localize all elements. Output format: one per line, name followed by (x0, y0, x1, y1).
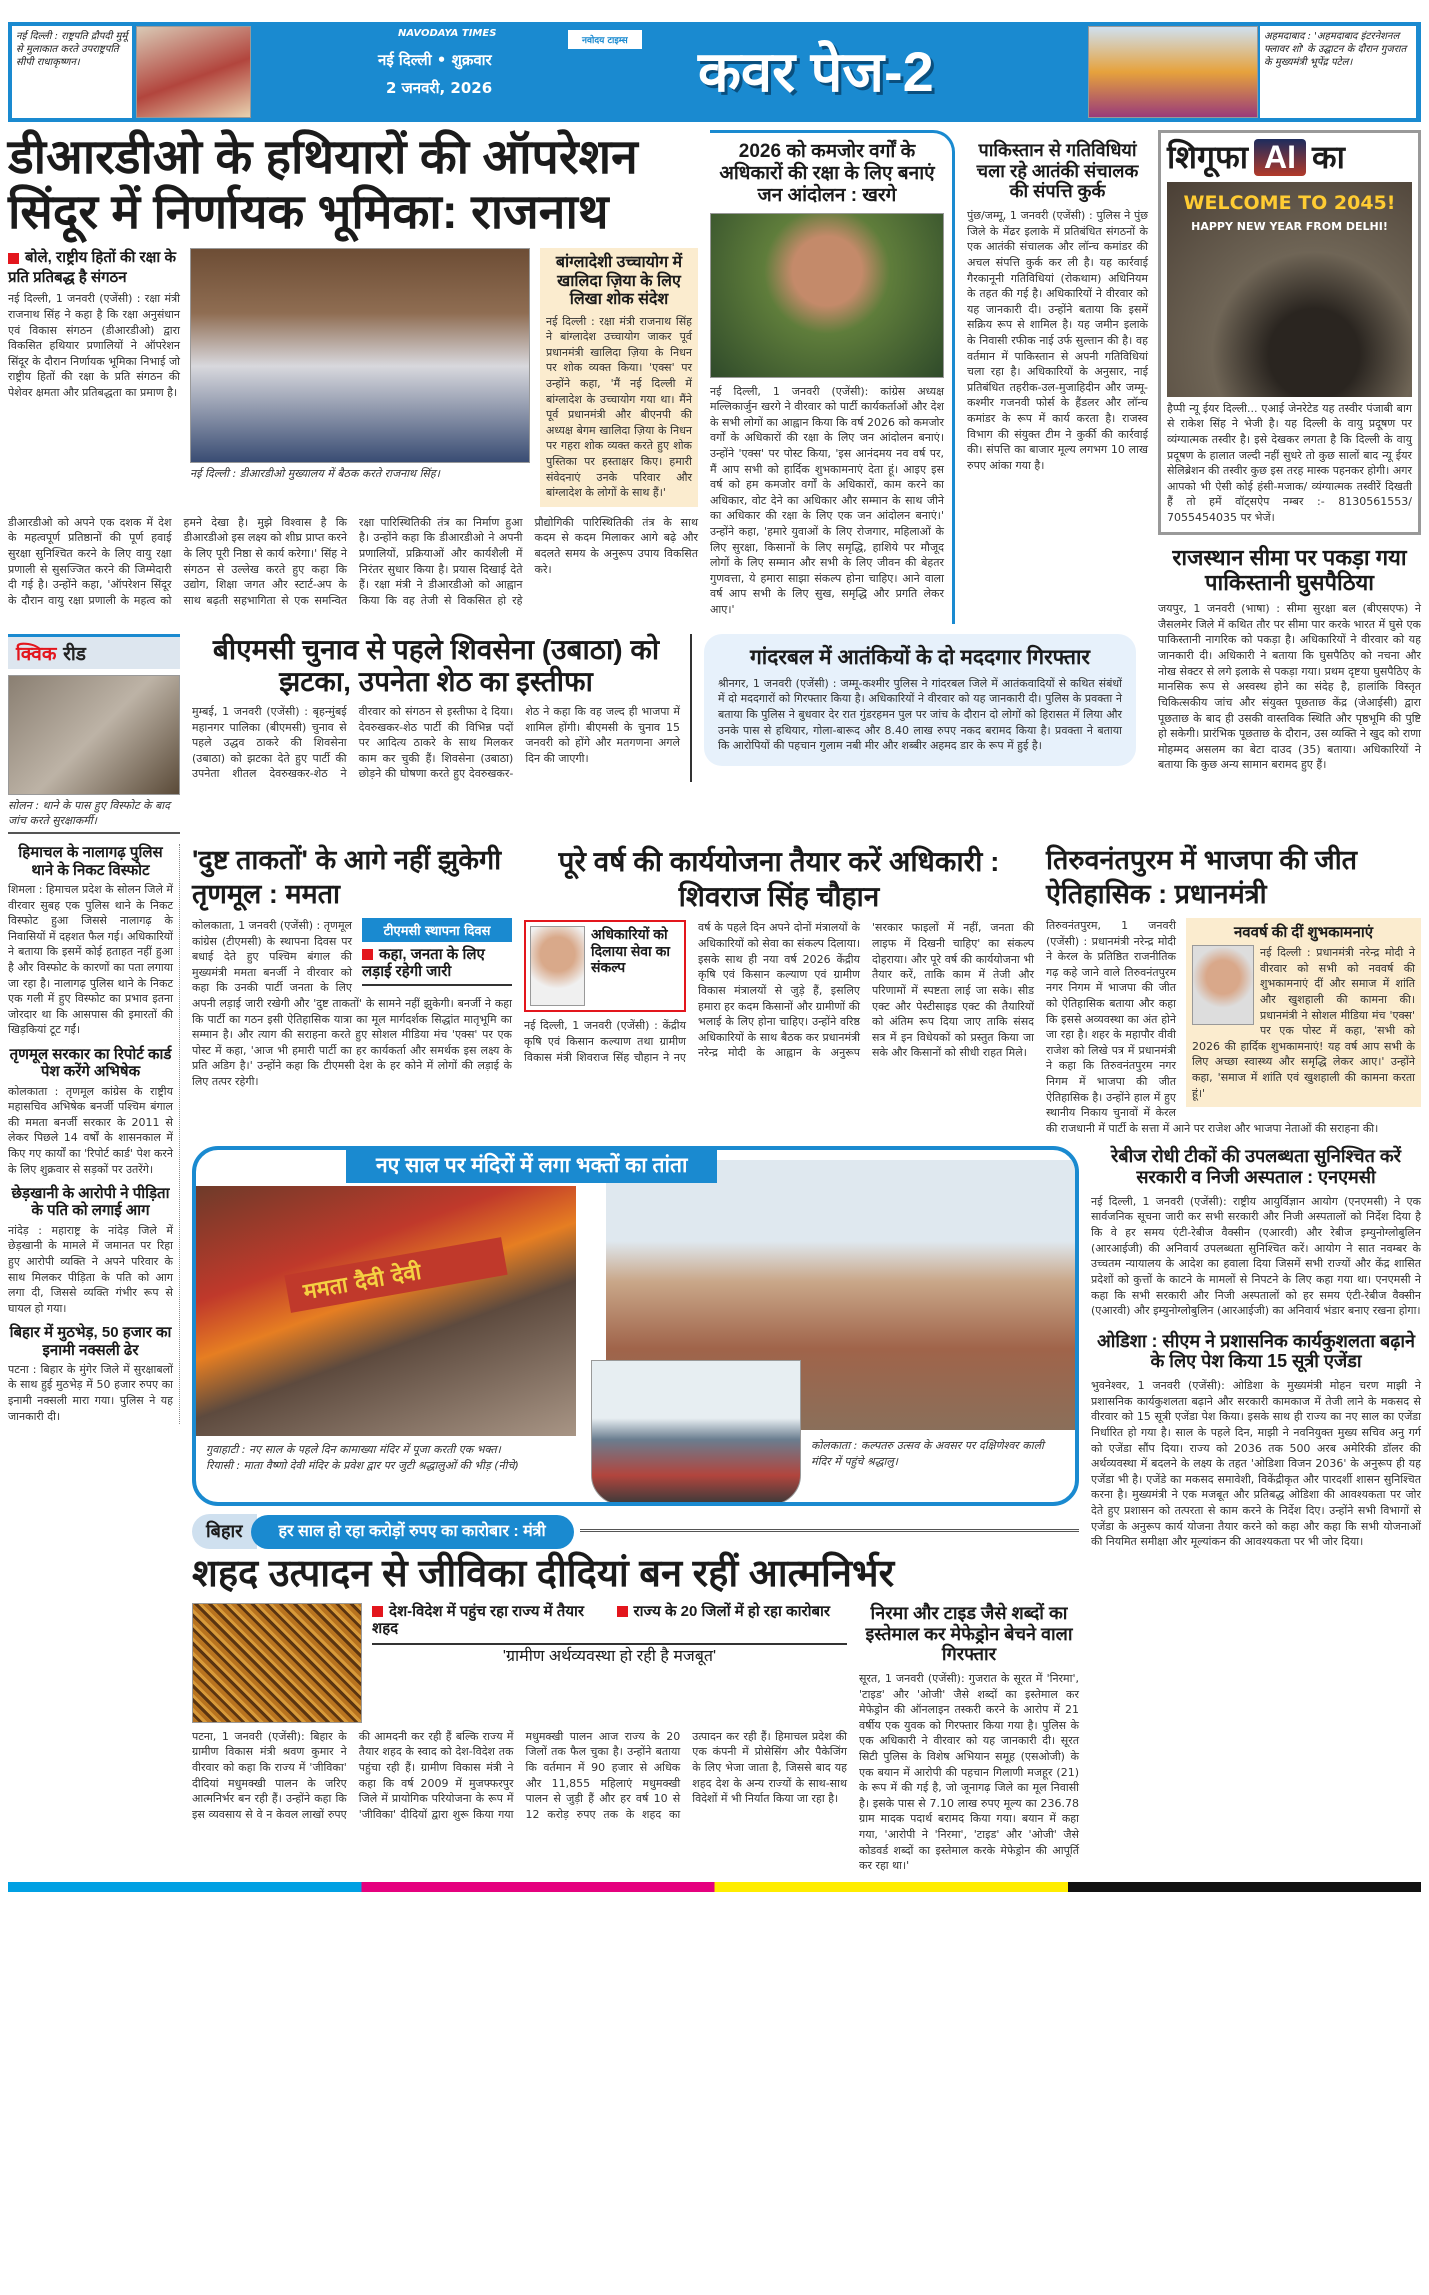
honey-nirma-row (192, 1603, 1079, 1874)
quick-read-label: क्विक रीड (8, 634, 180, 669)
lower-right (1091, 1146, 1421, 1549)
honey-rule (372, 1643, 847, 1645)
nirma-body: सूरत, 1 जनवरी (एजेंसी): गुजरात के सूरत में 'निरमा', 'टाइड' और 'ओजी' जैसे शब्दों का इस्तेमाल कर मेफेड्रोन की ऑनलाइन तस्करी करने के आरोप में 21 वर्षीय एक युवक को गिरफ्तार किया गया है। पुलिस के एक अधिकारी ने वीरवार को यह जानकारी दी। सूरत सिटी पुलिस के विशेष अभियान समूह (एसओजी) के एक बयान में आरोपी की पहचान गिलाणी मजहूर (21) के रूप में की गई है, जो जूनागढ़ जिले का मूल निवासी है। इसके पास से 7.10 लाख रुपए मूल्य का 236.78 ग्राम मादक पदार्थ बरामद किया गया। बयान में कहा गया, 'आरोपी ने 'निरमा', 'टाइड' और 'ओजी' जैसे कोडवर्ड शब्दों का इस्तेमाल करके मेफेड्रोन की आपूर्ति कर रहा था।' (859, 1671, 1079, 1873)
poster-line-2: HAPPY NEW YEAR FROM DELHI! (1191, 219, 1388, 233)
masthead-left-caption: नई दिल्ली : राष्ट्रपति द्रौपदी मुर्मू से मुलाकात करते उपराष्ट्रपति सीपी राधाकृष्णन। (12, 26, 132, 118)
honey-highlights (372, 1603, 847, 1667)
lead-subhead: बोले, राष्ट्रीय हितों की रक्षा के प्रति प्रतिबद्ध है संगठन (8, 249, 176, 286)
shivraj-headline: पूरे वर्ष की कार्ययोजना तैयार करें अधिकारी : शिवराज सिंह चौहान (558, 846, 1000, 913)
honey-bullet-2: राज्य के 20 जिलों में हो रहा कारोबार (617, 1603, 848, 1638)
ai-title-b: का (1312, 139, 1345, 175)
lead-subrow (8, 248, 698, 506)
bangladesh-headline: बांग्लादेशी उच्चायोग में खालिदा ज़िया के लिए लिखा शोक संदेश (555, 254, 683, 309)
trivandrum-content (1046, 918, 1421, 1137)
mamata-side (362, 918, 512, 987)
lower-left (192, 1146, 1079, 1873)
honey-bullets (372, 1603, 847, 1638)
kharge-story (710, 130, 955, 624)
pm-greetings-box (1186, 918, 1421, 1107)
mamata-content (192, 918, 512, 1090)
trivandrum-headline: तिरुवनंतपुरम में भाजपा की जीत ऐतिहासिक : प्रधानमंत्री (1046, 845, 1358, 910)
kharge-photo (710, 213, 944, 378)
mamata-story (192, 844, 512, 1089)
mamata-body: कोलकाता, 1 जनवरी (एजेंसी) : तृणमूल कांग्रेस (टीएमसी) के स्थापना दिवस पर बधाई देते हुए पश्चिम बंगाल की मुख्यमंत्री ममता बनर्जी ने वीरवार को कहा कि उनकी पार्टी जनता के लिए अपनी लड़ाई जारी रखेगी और 'दुष्ट ताकतों' के सामने नहीं झुकेगी। बनर्जी ने कहा कि पार्टी का गठन इसी ऐतिहासिक यात्रा का मूल मार्गदर्शक सिद्धांत मातृभूमि का सम्मान है। और त्याग की सराहना करते हुए सोशल मीडिया मंच 'एक्स' पर एक पोस्ट में कहा, 'आज भी हमारी पार्टी का हर कार्यकर्ता और समर्थक इस लक्ष्य के प्रति अडिग है।' उन्होंने कहा कि टीएमसी देश के हर कोने में लोगों की लड़ाई के लिए तत्पर रहेगी। (192, 918, 512, 1089)
lead-intro-col (8, 248, 180, 400)
rajasthan-body: जयपुर, 1 जनवरी (भाषा) : सीमा सुरक्षा बल (बीएसएफ) ने जैसलमेर जिले में कथित तौर पर सीमा पार करके भारत में घुसे एक पाकिस्तानी नागरिक को पकड़ा है। अधिकारियों ने वीरवार को यह जानकारी दी। अधिकारी ने बताया कि घुसपैठिए को नचना और नोख सेक्टर से लगे इलाके से पकड़ा गया। प्रथम दृष्टया घुसपैठिए के मानसिक रूप से अस्वस्थ होने का संदेह है, हालांकि विस्तृत चिकित्सकीय जांच और संयुक्त पूछताछ केंद्र (जेआईसी) द्वारा पूछताछ के बाद ही उसकी वास्तविक स्थिति और पृष्ठभूमि की पुष्टि हो सकेगी। प्रारंभिक पूछताछ के दौरान, उस व्यक्ति ने खुद को राणा मोहम्मद असलम का बेटा दाउद (35) बताया। अधिकारियों ने बताया कि कुछ अन्य सामान बरामद हुए हैं। (1158, 602, 1421, 772)
quick-story-1: हिमाचल के नालागढ़ पुलिस थाने के निकट विस्फोट शिमला : हिमाचल प्रदेश के सोलन जिले में वीरवार सुबह एक पुलिस थाने के निकट विस्फोट हुआ जिससे नालागढ़ के निवासियों में दहशत फैल गई। अधिकारियों ने बताया कि इसमें कोई हताहत नहीं हुआ है और विस्फोट के कारणों का पता लगाया जा रहा है। नालागढ़ पुलिस थाने के निकट एक गली में हुए विस्फोट का प्रभाव इतना जोरदार था कि आसपास की इमारतों की खिड़कियां टूट गईं। (8, 844, 173, 1037)
pakistan-headline: पाकिस्तान से गतिविधियां चला रहे आतंकी संचालक की संपत्ति कुर्क (976, 140, 1139, 202)
temples-frame (192, 1146, 1079, 1506)
temple-photo-vaishno (591, 1360, 801, 1505)
honey-body: पटना, 1 जनवरी (एजेंसी): बिहार के ग्रामीण विकास मंत्री श्रवण कुमार ने वीरवार को कहा कि राज्य में 'जीविका' दीदियां मधुमक्खी पालन के जरिए आत्मनिर्भर बन रही हैं। उन्होंने कहा कि इस व्यवसाय से वे न केवल लाखों रुपए की आमदनी कर रही हैं बल्कि राज्य में तैयार शहद के स्वाद को देश-विदेश तक पहुंचा रही हैं। ग्रामीण विकास मंत्री ने कहा कि वर्ष 2009 में मुजफ्फरपुर जिले में प्रायोगिक परियोजना के रूप में 'जीविका' दीदियों द्वारा शुरू किया गया मधुमक्खी पालन आज राज्य के 20 जिलों तक फैल चुका है। उन्होंने बताया कि वर्तमान में 90 हजार से अधिक और 11,855 महिलाएं मधुमक्खी पालन से जुड़ी हैं और हर वर्ष 10 से 12 करोड़ रुपए तक के शहद का उत्पादन कर रही हैं। हिमाचल प्रदेश की एक कंपनी में प्रोसेसिंग और पैकेजिंग के लिए भेजा जाता है, जिससे बाद यह शहद देश के अन्य राज्यों के साथ-साथ विदेशों में भी निर्यात किया जा रहा है। (192, 1729, 847, 1821)
section-tag: नवोदय टाइम्स (568, 30, 642, 49)
temple-photo-guwahati (196, 1186, 576, 1436)
odisha-headline: ओडिशा : सीएम ने प्रशासनिक कार्यकुशलता बढ़ाने के लिए पेश किया 15 सूत्री एजेंडा (1096, 1330, 1416, 1372)
shivraj-box (524, 920, 686, 1012)
city-day: नई दिल्ली • शुक्रवार (378, 51, 492, 69)
page-title: कवर पेज-2 (698, 40, 934, 103)
bihar-strap (192, 1514, 1079, 1549)
quick-read-photo (8, 675, 180, 795)
rabies-body: नई दिल्ली, 1 जनवरी (एजेंसी): राष्ट्रीय आयुर्विज्ञान आयोग (एनएमसी) ने एक सार्वजनिक सूचना जारी कर सभी सरकारी और निजी अस्पतालों को निर्देश दिया है कि वे हर समय एंटी-रेबीज वैक्सीन (एआरवी) और रेबीज इम्युनोग्लोबुलिन (आरआईजी) की अनिवार्य उपलब्धता सुनिश्चित करें। आयोग ने सात नवम्बर के उच्चतम न्यायालय के आदेश का हवाला दिया जिसमें सभी राज्यों और केंद्र शासित प्रदेशों को कुत्तों के काटने के मामलों से निपटने के लिए कहा गया था। एनएमसी ने कहा कि सभी सरकारी और निजी अस्पतालों को हर समय एंटी-रेबीज वैक्सीन (एआरवी) और इम्युनोग्लोबुलिन (आरआईजी) का अनिवार्य भंडार बनाए रखना होगा। (1091, 1194, 1421, 1318)
lead-intro: नई दिल्ली, 1 जनवरी (एजेंसी) : रक्षा मंत्री राजनाथ सिंह ने कहा है कि रक्षा अनुसंधान एवं विकास संगठन (डीआरडीओ) द्वारा विकसित हथियार प्रणालियों ने ऑपरेशन सिंदूर के दौरान निर्णायक भूमिका निभाई जो राष्ट्रीय हितों की रक्षा के प्रति संगठन की पेशेवर क्षमता और प्रतिबद्धता का प्रमाण है। (8, 292, 180, 400)
kharge-body: नई दिल्ली, 1 जनवरी (एजेंसी): कांग्रेस अध्यक्ष मल्लिकार्जुन खरगे ने वीरवार को पार्टी कार्यकर्ताओं और देश के सभी लोगों का आह्वान किया कि वर्ष 2026 को कमजोर वर्गों के अधिकारों की रक्षा के लिए जन आंदोलन बनाएं। उन्होंने 'एक्स' पर पोस्ट किया, 'इस आनंदमय नव वर्ष पर, मैं आप सभी को हार्दिक शुभकामनाएं देता हूं। आइए इस वर्ष को हम कमजोर वर्गों के अधिकारों, काम करने का अधिकार, वोट देने का अधिकार और सम्मान के साथ जीने का अधिकार की रक्षा के लिए एक जन आंदोलन बनाएं।' उन्होंने कहा, 'हमारे युवाओं के लिए रोजगार, महिलाओं के लिए सुरक्षा, किसानों के लिए समृद्धि, हाशिये पर मौजूद लोगों के लिए सम्मान और सभी के लिए जीवन की बेहतर गुणवत्ता, ये हमारा साझा संकल्प होना चाहिए। आने वाला वर्ष आप सभी के लिए सुख, समृद्धि और प्रगति लेकर आए।' (710, 384, 944, 617)
row-lead (8, 130, 1148, 624)
rajasthan-headline: राजस्थान सीमा पर पकड़ा गया पाकिस्तानी घुसपैठिया (1172, 544, 1407, 595)
shivraj-content (524, 920, 1034, 1065)
lead-story (8, 130, 698, 609)
mamata-badge: टीएमसी स्थापना दिवस (362, 918, 512, 942)
photo-headband-text: ममता दैवी देवी (284, 1238, 507, 1314)
mamata-subhead: कहा, जनता के लिए लड़ाई रहेगी जारी (362, 942, 512, 987)
bmc-story (192, 634, 692, 782)
masthead (8, 22, 1421, 122)
honey-bullet-1: देश-विदेश में पहुंच रहा राज्य में तैयार शहद (372, 1602, 585, 1638)
bmc-headline: बीएमसी चुनाव से पहले शिवसेना (उबाठा) को झटका, उपनेता शेठ का इस्तीफा (212, 633, 660, 697)
mamata-headline: 'दुष्ट ताकतों' के आगे नहीं झुकेगी तृणमूल : ममता (192, 845, 502, 910)
band-top (8, 130, 1421, 834)
lead-photo-caption: नई दिल्ली : डीआरडीओ मुख्यालय में बैठक करते राजनाथ सिंह। (190, 467, 440, 481)
lead-body: डीआरडीओ को अपने एक दशक में देश के महत्वपूर्ण प्रतिष्ठानों की पूर्ण हवाई सुरक्षा सुनिश्चित करने के लिए वायु रक्षा प्रणाली से सुसज्जित करने की जिम्मेदारी दी गई है। उन्होंने कहा, 'ऑपरेशन सिंदूर के दौरान वायु रक्षा प्रणाली के महत्व को हमने देखा है। मुझे विश्वास है कि डीआरडीओ इस लक्ष्य को शीघ्र प्राप्त करने के लिए पूरी निष्ठा से कार्य करेगा।' सिंह ने संगठन से उल्लेख करते हुए कहा कि उद्योग, शिक्षा जगत और स्टार्ट-अप के साथ बढ़ती सहभागिता से एक समन्वित रक्षा पारिस्थितिकी तंत्र का निर्माण हुआ है। उन्होंने कहा कि डीआरडीओ ने अपनी प्रणालियों, प्रक्रियाओं और कार्यशैली में निरंतर सुधार किया है। प्रयास दिखाई देते हैं। रक्षा मंत्री ने डीआरडीओ को आह्वान किया कि वह तेजी से विकसित हो रहे प्रौद्योगिकी पारिस्थितिकी तंत्र के साथ कदम से कदम मिलाकर आगे बढ़े और बदलते समय के अनुरूप उपाय विकसित करे। (8, 515, 698, 607)
temples-caption-right: कोलकाता : कल्पतरु उत्सव के अवसर पर दक्षिणेश्वर काली मंदिर में पहुंचे श्रद्धालु। (811, 1439, 1044, 1468)
masthead-right-caption: अहमदाबाद : 'अहमदाबाद इंटरनेशनल फ्लावर शो' के उद्घाटन के दौरान गुजरात के मुख्यमंत्री भूपेंद्र पटेल। (1260, 26, 1416, 118)
pakistan-body: पुंछ/जम्मू, 1 जनवरी (एजेंसी) : पुलिस ने पुंछ जिले के मेंढर इलाके में प्रतिबंधित संगठनों के एक आतंकी संचालक और लॉन्च कमांडर की अचल संपत्ति कुर्क कर ली है। यह कार्रवाई गैरकानूनी गतिविधियां (रोकथाम) अधिनियम के तहत की गई है। अधिकारियों ने वीरवार को यह जानकारी दी। उन्होंने बताया कि इसमें सक्रिय रूप से शामिल है। यह जमीन इलाके के निवासी रफीक नाई उर्फ सुल्तान की है। वह वर्तमान में पाकिस्तान से अपनी गतिविधियां चला रहा है। अधिकारियों के अनुसार, नाई प्रतिबंधित तहरीक-उल-मुजाहिदीन और जम्मू-कश्मीर गजनवी फोर्स के हैंडलर और लॉन्च कमांडर के रूप में कार्य करता है। राजस्व विभाग की संयुक्त टीम ने कुर्की की कार्रवाई की। संपत्ति का बाजार मूल्य लगभग 10 लाख रुपए आंका गया है। (967, 209, 1148, 472)
odisha-body: भुवनेश्वर, 1 जनवरी (एजेंसी): ओडिशा के मुख्यमंत्री मोहन चरण माझी ने प्रशासनिक कार्यकुशलता बढ़ाने और सरकारी कामकाज में तेजी लाने के मकसद से वीरवार को 15 सूत्री एजेंडा पेश किया। इसके साथ ही राज्य का नए साल का एजेंडा निर्धारित हो गया है। साल के पहले दिन, माझी ने नवनियुक्त मुख्य सचिव अनु गर्ग को एजेंडा सौंप दिया। राज्य को 2036 तक 500 अरब अमेरिकी डॉलर की अर्थव्यवस्था में बदलने के लक्ष्य के तहत 'ओडिशा विजन 2036' के अनुरूप ही यह एजेंडा भी है। एजेंडे का मकसद समावेशी, विकेंद्रीकृत और पारदर्शी शासन सुनिश्चित करना है। मुख्यमंत्री ने एक मजबूत और प्रतिबद्ध ओडिशा की आवश्यकता पर जोर देते हुए प्रशासन को तत्परता से काम करने के निर्देश दिए। उन्होंने सभी विभागों से एजेंडा के अनुरूप कार्य योजना तैयार करने को कहा और कहा कि सभी योजनाओं की नियमित समीक्षा और मूल्यांकन की आवश्यकता पर भी जोर दिया। (1091, 1379, 1421, 1549)
bmc-body: मुम्बई, 1 जनवरी (एजेंसी) : बृहन्मुंबई महानगर पालिका (बीएमसी) चुनाव से पहले उद्धव ठाकरे की शिवसेना (उबाठा) को झटका देते हुए पार्टी की उपनेता शीतल देवरुखकर-शेठ ने वीरवार को संगठन से इस्तीफा दे दिया। देवरुखकर-शेठ पार्टी की विभिन्न पदों पर आदित्य ठाकरे के साथ मिलकर काम कर चुकी हैं। शिवसेना (उबाठा) छोड़ने की घोषणा करते हुए देवरुखकर-शेठ ने कहा कि वह जल्द ही भाजपा में शामिल होंगी। बीएमसी के चुनाव 15 जनवरी को होंगे और मतगणना अगले दिन की जाएगी। (192, 705, 680, 781)
poster-line-1: WELCOME TO 2045! (1183, 191, 1396, 214)
ai-title-ai: AI (1254, 139, 1306, 176)
honey-subhead: 'ग्रामीण अर्थव्यवस्था हो रही है मजबूत' (502, 1648, 717, 1666)
shivraj-photo (530, 926, 585, 1006)
bangladesh-box (540, 248, 698, 506)
temples-banner: नए साल पर मंदिरों में लगा भक्तों का तांता (346, 1150, 717, 1182)
pm-greetings-body: नई दिल्ली : प्रधानमंत्री नरेन्द्र मोदी ने वीरवार को सभी को नववर्ष की शुभकामनाएं दीं और समाज में शांति और खुशहाली की कामना की। प्रधानमंत्री ने सोशल मीडिया मंच 'एक्स' पर एक पोस्ट में कहा, 'सभी को 2026 की हार्दिक शुभकामनाएं! यह वर्ष आप सभी के लिए अच्छा स्वास्थ्य और समृद्धि लेकर आए।' उन्होंने कहा, 'समाज में शांति एवं खुशहाली की कामना करता हूं।' (1192, 946, 1415, 1100)
issue-date: 2 जनवरी, 2026 (386, 79, 493, 97)
quick-read-column (8, 844, 180, 1424)
rabies-headline: रेबीज रोधी टीकों की उपलब्धता सुनिश्चित करें सरकारी व निजी अस्पताल : एनएमसी (1110, 1146, 1402, 1188)
trivandrum-story (1046, 844, 1421, 1136)
honey-photo (192, 1603, 362, 1723)
band-top-right (1158, 130, 1421, 773)
pakistan-story (967, 130, 1148, 473)
row-bmc (8, 634, 1148, 835)
honey-top (192, 1603, 847, 1723)
band-bottom (8, 844, 1421, 1873)
ai-title (1167, 139, 1412, 176)
nirma-story (859, 1603, 1079, 1874)
quick-read-caption: सोलन : थाने के पास हुए विस्फोट के बाद जांच करते सुरक्षाकर्मी। (8, 798, 180, 835)
bangladesh-body: नई दिल्ली : रक्षा मंत्री राजनाथ सिंह ने बांग्लादेश उच्चायोग जाकर पूर्व प्रधानमंत्री खालिदा ज़िया के निधन पर शोक व्यक्त किया। 'एक्स' पर उन्होंने कहा, 'मैं नई दिल्ली में बांग्लादेश के उच्चायोग गया था। मैंने पूर्व प्रधानमंत्री और बीएनपी की अध्यक्ष बेगम खालिदा ज़िया के निधन पर गहरा शोक व्यक्त करते हुए शोक पुस्तिका पर हस्ताक्षर किए। हमारी संवेदनाएं उनके परिवार और बांग्लादेश के लोगों के साथ हैं।' (546, 314, 692, 500)
ganderbal-body: श्रीनगर, 1 जनवरी (एजेंसी) : जम्मू-कश्मीर पुलिस ने गांदरबल जिले में आतंकवादियों से कथित संबंधों में दो मददगारों को गिरफ्तार किया है। अधिकारियों ने वीरवार को यह जानकारी दी। पुलिस के प्रवक्ता ने बताया कि पुलिस ने बुधवार देर रात गुंडरहमन पुल पर जांच के दौरान दो लोगों को हिरासत में लिया और उनके पास से हथियार, गोला-बारूद और 8.40 लाख रुपए नकद बरामद किया है। प्रवक्ता ने बताया कि आरोपियों की पहचान गुलाम नबी मीर और शब्बीर अहमद डार के रूप में हुई है। (718, 676, 1122, 753)
quick-story-2: तृणमूल सरकार का रिपोर्ट कार्ड पेश करेंगे अभिषेक कोलकाता : तृणमूल कांग्रेस के राष्ट्रीय महासचिव अभिषेक बनर्जी पश्चिम बंगाल की ममता बनर्जी सरकार के 2011 से लेकर पिछले 14 वर्षों के शासनकाल में किए गए कार्यों का 'रिपोर्ट कार्ड' पेश करने के लिए शुक्रवार से सड़कों पर उतरेंगे। (8, 1046, 173, 1176)
shivraj-story (524, 844, 1034, 1065)
quick-story-4: बिहार में मुठभेड़, 50 हजार का इनामी नक्सली ढेर पटना : बिहार के मुंगेर जिले में सुरक्षाबलों के साथ हुई मुठभेड़ में 50 हजार रुपए का इनामी नक्सली मारा गया। पुलिस ने यह जानकारी दी। (8, 1324, 173, 1423)
bihar-strap-text: हर साल हो रहा करोड़ों रुपए का कारोबार : मंत्री (251, 1515, 574, 1549)
pm-photo (1192, 945, 1254, 1025)
lead-photo (190, 248, 530, 463)
lead-photo-col (190, 248, 530, 481)
kharge-headline: 2026 को कमजोर वर्गों के अधिकारों की रक्षा के लिए बनाएं जन आंदोलन : खरगे (719, 141, 935, 206)
ai-body: हैप्पी न्यू ईयर दिल्ली... एआई जेनरेटेड यह तस्वीर पंजाबी बाग से राकेश सिंह ने भेजी है। यह दिल्ली के वायु प्रदूषण पर व्यंग्यात्मक तस्वीर है। इसे देखकर लगता है कि दिल्ली के वायु प्रदूषण के हालात जल्दी नहीं सुधरे तो कुछ सालों बाद न्यू ईयर सेलिब्रेशन की तस्वीर कुछ इस तरह मास्क पहनकर होगी। अगर आपको भी ऐसी कोई हंसी-मजाक/ व्यंग्यात्मक तस्वीरें दिखती हैं तो हमें वॉट्सऐप नम्बर :- 8130561553/ 7055454035 पर भेजें। (1167, 401, 1412, 525)
ai-title-a: शिगूफा (1167, 139, 1249, 175)
band-bottom-main (192, 844, 1421, 1873)
ai-box (1158, 130, 1421, 535)
temples-caption-left: गुवाहाटी : नए साल के पहले दिन कामाख्या मंदिर में पूजा करती एक भक्त। रियासी : माता वैष्णो देवी मंदिर के प्रवेश द्वार पर जुटी श्रद्धालुओं की भीड़ (नीचे) (206, 1443, 519, 1472)
strap-rule (580, 1529, 1079, 1535)
honey-story (192, 1603, 847, 1823)
row-lower (192, 1146, 1421, 1873)
shivraj-body: नई दिल्ली, 1 जनवरी (एजेंसी) : केंद्रीय कृषि एवं किसान कल्याण तथा ग्रामीण विकास मंत्री शिवराज सिंह चौहान ने नए वर्ष के पहले दिन अपने दोनों मंत्रालयों के अधिकारियों को सेवा का संकल्प दिलाया। इसके साथ ही नया वर्ष 2026 केंद्रीय कृषि एवं किसान कल्याण एवं ग्रामीण विकास मंत्रालयों से जुड़े हैं, इसलिए हमारा हर कदम किसानों और ग्रामीणों की भलाई के लिए होना चाहिए। उन्होंने वरिष्ठ अधिकारियों के साथ बैठक कर प्रधानमंत्री नरेन्द्र मोदी के आह्वान के अनुरूप 'सरकार फाइलों में नहीं, जनता की लाइफ में दिखनी चाहिए' का संकल्प दोहराया। और पूरे वर्ष की कार्ययोजना भी तैयार करें, ताकि काम में तेजी और परिणामों में स्पष्टता लाई जा सके। सीड एक्ट और पेस्टीसाइड एक्ट की तैयारियों को अंतिम रूप दिया जाए ताकि संसद सत्र में इन विधेयकों को प्रस्तुत किया जा सके और किसानों को सीधी राहत मिले। (524, 921, 1034, 1064)
band-top-left (8, 130, 1148, 834)
brand-name: NAVODAYA TIMES (398, 28, 497, 39)
print-color-strip (8, 1882, 1421, 1892)
ganderbal-headline: गांदरबल में आतंकियों के दो मददगार गिरफ्तार (749, 645, 1090, 669)
masthead-right-photo (1088, 26, 1258, 118)
quick-story-3: छेड़खानी के आरोपी ने पीड़िता के पति को लगाई आग नांदेड़ : महाराष्ट्र के नांदेड़ जिले में छेड़खानी के मामले में जमानत पर रिहा हुए आरोपी व्यक्ति ने अपने परिवार के साथ मिलकर पीड़िता के पति को आग लगा दी, जिससे व्यक्ति गंभीर रूप से घायल हो गया। (8, 1185, 173, 1315)
nirma-headline: निरमा और टाइड जैसे शब्दों का इस्तेमाल कर मेफेड्रोन बेचने वाला गिरफ्तार (865, 1602, 1073, 1665)
row-politics (192, 844, 1421, 1136)
trivandrum-body: तिरुवनंतपुरम, 1 जनवरी (एजेंसी) : प्रधानमंत्री नरेन्द्र मोदी ने केरल के प्रतिष्ठित राजनीतिक गढ़ कहे जाने वाले तिरुवनंतपुरम नगर निगम में भाजपा की जीत को ऐतिहासिक बताया और कहा कि इससे अव्यवस्था का अंत होने जा रहा है। शहर के महापौर वीवी राजेश को लिखे पत्र में प्रधानमंत्री ने कहा कि तिरुवनंतपुरम नगर निगम में भाजपा की जीत ऐतिहासिक है। उन्होंने हाल में हुए स्थानीय निकाय चुनावों में केरल की राजधानी में पार्टी के सत्ता में आने पर राजेश और भाजपा नेताओं की सराहना की। (1046, 918, 1379, 1135)
bihar-tag: बिहार (192, 1514, 257, 1549)
ganderbal-box (704, 634, 1136, 766)
ai-poster (1167, 182, 1412, 397)
honey-headline: शहद उत्पादन से जीविका दीदियां बन रहीं आत्मनिर्भर (192, 1553, 895, 1596)
lead-headline: डीआरडीओ के हथियारों की ऑपरेशन सिंदूर में निर्णायक भूमिका: राजनाथ (8, 131, 638, 240)
masthead-left-photo (136, 26, 251, 118)
pm-greetings-title: नववर्ष की दीं शुभकामनाएं (1233, 923, 1374, 941)
shivraj-box-title: अधिकारियों को दिलाया सेवा का संकल्प (591, 926, 670, 975)
quick-read-header (8, 634, 180, 835)
